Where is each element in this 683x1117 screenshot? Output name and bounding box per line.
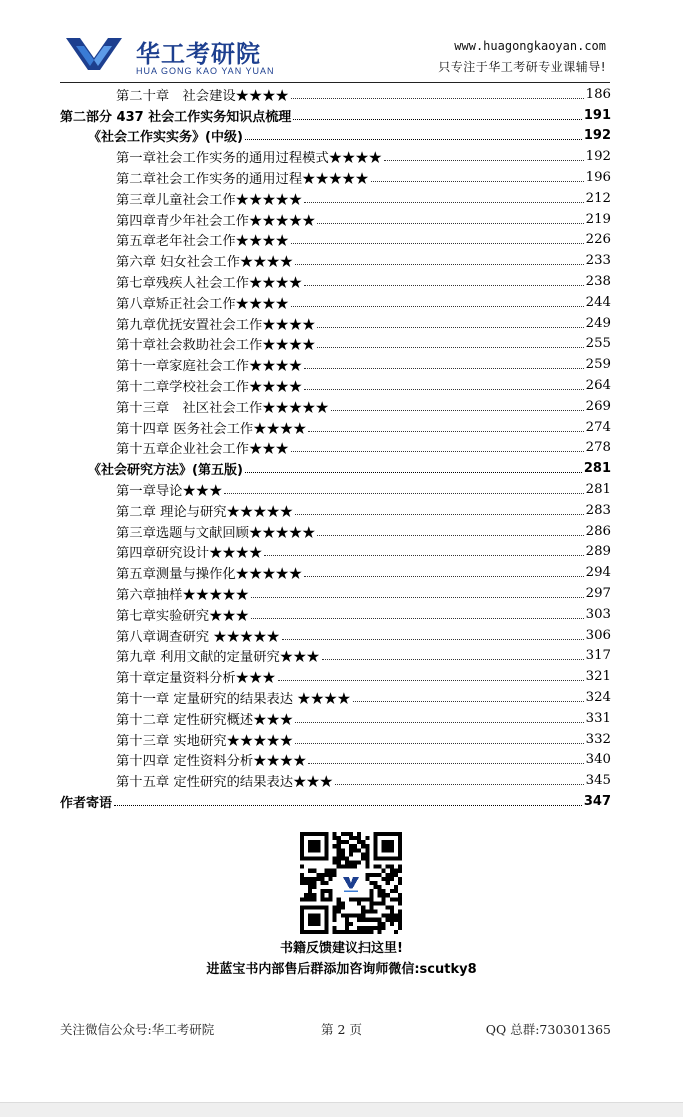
- toc-dot-leader: [295, 264, 584, 265]
- toc-entry-page: 226: [585, 232, 611, 248]
- toc-entry[interactable]: [60, 542, 611, 563]
- toc-entry-page: 274: [585, 419, 611, 435]
- toc-dot-leader: [295, 722, 584, 723]
- toc-entry-page: 306: [585, 627, 611, 643]
- toc-dot-leader: [317, 535, 583, 536]
- toc-entry-title: 第六章 妇女社会工作★★★★: [116, 255, 294, 271]
- toc-entry-page: 186: [585, 86, 611, 102]
- toc-entry-page: 317: [585, 648, 611, 664]
- toc-entry-page: 345: [585, 773, 611, 789]
- toc-entry-title: 第九章 利用文献的定量研究★★★: [116, 650, 320, 666]
- toc-entry-page: 303: [585, 606, 611, 622]
- footer-wechat: 关注微信公众号:华工考研院: [60, 1022, 215, 1037]
- toc-entry-title: 第十一章家庭社会工作★★★★: [116, 359, 303, 375]
- brand-logo-icon: [66, 36, 122, 72]
- toc-entry[interactable]: [60, 354, 611, 375]
- toc-dot-leader: [317, 347, 583, 348]
- toc-entry[interactable]: [60, 334, 611, 355]
- toc-entry-title: 第十三章 社区社会工作★★★★★: [116, 400, 329, 416]
- toc-entry[interactable]: [60, 126, 611, 147]
- toc-entry[interactable]: [60, 396, 611, 417]
- toc-entry[interactable]: [60, 271, 611, 292]
- toc-entry-title: 第二章社会工作实务的通用过程★★★★★: [116, 172, 369, 188]
- toc-entry-page: 259: [585, 357, 611, 373]
- toc-entry-title: 第十五章 定性研究的结果表达★★★: [116, 775, 333, 791]
- toc-dot-leader: [114, 805, 582, 806]
- toc-entry-title: 《社会工作实实务》(中级): [88, 130, 243, 146]
- toc-entry[interactable]: [60, 230, 611, 251]
- page-number: 第 2 页: [321, 1022, 362, 1037]
- toc-dot-leader: [304, 285, 583, 286]
- toc-entry-title: 第十章社会救助社会工作★★★★: [116, 338, 316, 354]
- toc-entry-title: 第十四章 定性资料分析★★★★: [116, 754, 307, 770]
- toc-entry-page: 264: [585, 378, 611, 394]
- table-of-contents: [60, 84, 611, 812]
- toc-entry-title: 第十二章 定性研究概述★★★: [116, 712, 294, 728]
- toc-entry[interactable]: [60, 729, 611, 750]
- toc-entry[interactable]: [60, 458, 611, 479]
- toc-entry[interactable]: [60, 188, 611, 209]
- toc-entry[interactable]: [60, 479, 611, 500]
- toc-entry[interactable]: [60, 750, 611, 771]
- toc-entry-page: 281: [585, 482, 611, 498]
- toc-dot-leader: [304, 202, 583, 203]
- toc-entry-page: 255: [585, 336, 611, 352]
- toc-entry-page: 278: [585, 440, 611, 456]
- toc-entry-title: 第十章定量资料分析★★★: [116, 671, 276, 687]
- toc-entry[interactable]: [60, 167, 611, 188]
- toc-entry-page: 281: [583, 461, 611, 477]
- toc-entry-page: 332: [585, 731, 611, 747]
- toc-entry-page: 289: [585, 544, 611, 560]
- toc-entry-page: 286: [585, 523, 611, 539]
- toc-entry-page: 244: [585, 294, 611, 310]
- toc-entry-page: 297: [585, 586, 611, 602]
- toc-entry-title: 第七章残疾人社会工作★★★★: [116, 276, 303, 292]
- toc-entry-title: 第三章选题与文献回顾★★★★★: [116, 525, 316, 541]
- toc-dot-leader: [245, 472, 582, 473]
- toc-dot-leader: [331, 410, 584, 411]
- page-header: [60, 30, 610, 83]
- toc-dot-leader: [291, 243, 584, 244]
- toc-entry[interactable]: [60, 250, 611, 271]
- toc-dot-leader: [353, 701, 584, 702]
- toc-entry-title: 第四章青少年社会工作★★★★★: [116, 213, 316, 229]
- toc-entry[interactable]: [60, 209, 611, 230]
- toc-entry-page: 347: [583, 793, 611, 809]
- toc-entry[interactable]: [60, 417, 611, 438]
- footer-qq-group: QQ 总群:730301365: [485, 1022, 611, 1037]
- viewer-bottom-strip: [0, 1102, 683, 1117]
- toc-dot-leader: [282, 639, 584, 640]
- header-slogan: 只专注于华工考研专业课辅导!: [438, 60, 606, 74]
- toc-entry-page: 233: [585, 253, 611, 269]
- toc-entry-title: 第十三章 实地研究★★★★★: [116, 733, 294, 749]
- qr-contact-text: 进蓝宝书内部售后群添加咨询师微信:scutky8: [206, 962, 477, 977]
- toc-entry-page: 340: [585, 752, 611, 768]
- toc-entry[interactable]: [60, 791, 611, 812]
- toc-dot-leader: [317, 223, 583, 224]
- toc-entry-title: 第二部分 437 社会工作实务知识点梳理: [60, 109, 292, 125]
- toc-dot-leader: [317, 327, 583, 328]
- toc-dot-leader: [291, 98, 584, 99]
- toc-dot-leader: [278, 680, 584, 681]
- toc-dot-leader: [291, 306, 584, 307]
- toc-entry-title: 第九章优抚安置社会工作★★★★: [116, 317, 316, 333]
- toc-entry[interactable]: [60, 313, 611, 334]
- toc-entry-title: 第一章导论★★★: [116, 484, 223, 500]
- toc-entry-page: 324: [585, 690, 611, 705]
- toc-dot-leader: [295, 514, 584, 515]
- toc-entry[interactable]: [60, 770, 611, 791]
- toc-entry-title: 第十五章企业社会工作★★★: [116, 442, 289, 458]
- toc-entry-title: 第一章社会工作实务的通用过程模式★★★★: [116, 151, 382, 167]
- toc-entry[interactable]: [60, 438, 611, 459]
- qr-caption: 书籍反馈建议扫这里!: [280, 941, 403, 956]
- toc-entry-title: 第二章 理论与研究★★★★★: [116, 504, 294, 520]
- toc-entry-page: 192: [585, 149, 611, 165]
- toc-dot-leader: [251, 597, 584, 598]
- toc-dot-leader: [264, 555, 583, 556]
- toc-entry[interactable]: [60, 646, 611, 667]
- toc-entry-page: 331: [585, 710, 611, 726]
- toc-dot-leader: [304, 576, 583, 577]
- toc-entry[interactable]: [60, 604, 611, 625]
- toc-entry-title: 第四章研究设计★★★★: [116, 546, 263, 562]
- brand-name: 华工考研院: [136, 40, 261, 68]
- toc-entry-title: 第八章矫正社会工作★★★★: [116, 296, 289, 312]
- toc-entry[interactable]: [60, 375, 611, 396]
- toc-dot-leader: [291, 451, 584, 452]
- toc-dot-leader: [304, 389, 583, 390]
- toc-entry-title: 第十一章 定量研究的结果表达 ★★★★: [116, 692, 351, 707]
- toc-dot-leader: [371, 181, 584, 182]
- toc-entry-page: 212: [585, 190, 611, 206]
- toc-entry[interactable]: [60, 500, 611, 521]
- toc-entry[interactable]: [60, 105, 611, 126]
- toc-dot-leader: [384, 160, 584, 161]
- toc-entry[interactable]: [60, 666, 611, 687]
- toc-entry[interactable]: [60, 521, 611, 542]
- toc-entry-title: 第三章儿童社会工作★★★★★: [116, 192, 303, 208]
- toc-dot-leader: [224, 493, 583, 494]
- brand-pinyin: HUA GONG KAO YAN YUAN: [136, 66, 275, 76]
- toc-dot-leader: [251, 618, 584, 619]
- toc-entry[interactable]: [60, 146, 611, 167]
- toc-entry[interactable]: [60, 292, 611, 313]
- toc-dot-leader: [295, 743, 584, 744]
- toc-entry-title: 第八章调查研究 ★★★★★: [116, 629, 280, 645]
- toc-dot-leader: [308, 763, 583, 764]
- toc-entry-page: 238: [585, 274, 611, 290]
- toc-entry[interactable]: [60, 625, 611, 646]
- toc-entry-page: 269: [585, 398, 611, 414]
- toc-entry-title: 作者寄语: [60, 795, 113, 811]
- toc-dot-leader: [245, 139, 582, 140]
- toc-entry-page: 321: [585, 669, 611, 685]
- toc-entry-title: 第五章老年社会工作★★★★: [116, 234, 289, 250]
- toc-entry-title: 第七章实验研究★★★: [116, 608, 249, 624]
- toc-dot-leader: [293, 119, 582, 120]
- toc-entry-page: 196: [585, 170, 611, 186]
- qr-code-icon: [300, 832, 402, 934]
- toc-entry-page: 219: [585, 211, 611, 227]
- toc-entry[interactable]: [60, 687, 611, 708]
- toc-entry-page: 294: [585, 565, 611, 581]
- toc-dot-leader: [308, 431, 583, 432]
- toc-dot-leader: [322, 659, 584, 660]
- toc-entry-title: 第六章抽样★★★★★: [116, 588, 249, 604]
- toc-dot-leader: [304, 368, 583, 369]
- toc-entry[interactable]: [60, 583, 611, 604]
- toc-entry-page: 283: [585, 502, 611, 518]
- toc-entry-title: 第十二章学校社会工作★★★★: [116, 380, 303, 396]
- toc-entry[interactable]: [60, 84, 611, 105]
- toc-entry[interactable]: [60, 562, 611, 583]
- toc-entry-title: 《社会研究方法》(第五版): [88, 463, 243, 479]
- toc-entry-title: 第二十章 社会建设★★★★: [116, 88, 289, 104]
- site-url: www.huagongkaoyan.com: [454, 39, 606, 53]
- toc-dot-leader: [335, 784, 584, 785]
- toc-entry-page: 192: [583, 128, 611, 144]
- toc-entry-title: 第五章测量与操作化★★★★★: [116, 567, 303, 583]
- toc-entry-page: 191: [583, 107, 611, 123]
- toc-entry[interactable]: [60, 708, 611, 729]
- toc-entry-page: 249: [585, 315, 611, 331]
- toc-entry-title: 第十四章 医务社会工作★★★★: [116, 421, 307, 437]
